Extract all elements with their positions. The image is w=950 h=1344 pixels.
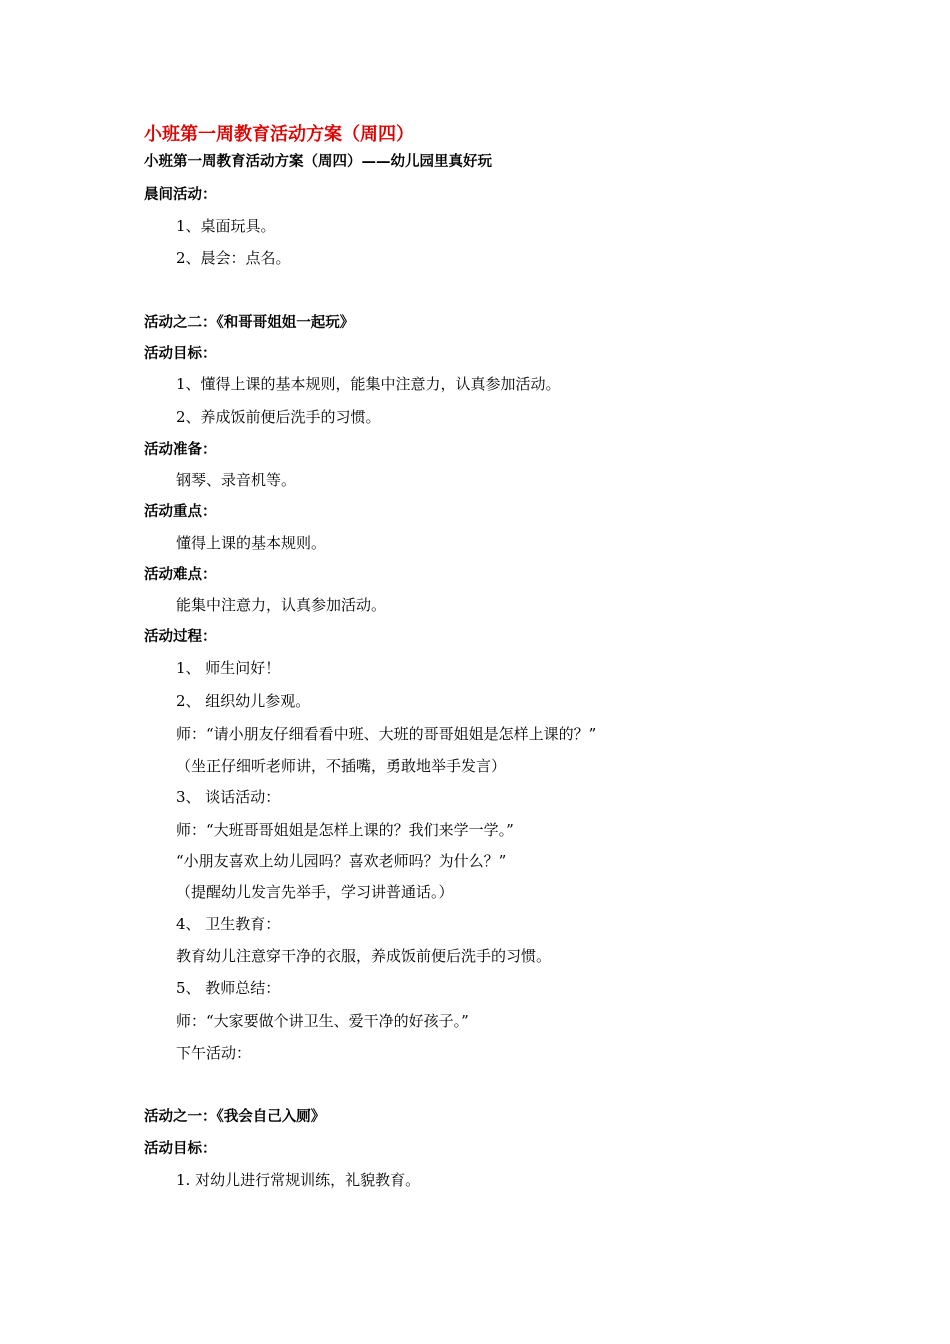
- process-line: 师：“大班哥哥姐姐是怎样上课的？我们来学一学。”: [176, 821, 514, 839]
- activity2-goals-heading: 活动目标：: [144, 346, 217, 362]
- activity2-key-heading: 活动重点：: [144, 504, 217, 520]
- morning-item: 1、桌面玩具。: [176, 217, 276, 235]
- activity2-difficulty-heading: 活动难点：: [144, 567, 217, 583]
- activity2-difficulty: 能集中注意力，认真参加活动。: [176, 596, 387, 614]
- process-line: 教育幼儿注意穿干净的衣服，养成饭前便后洗手的习惯。: [176, 947, 552, 965]
- process-line: 3、 谈话活动：: [176, 788, 281, 806]
- activity1-goal: 1. 对幼儿进行常规训练，礼貌教育。: [176, 1171, 421, 1189]
- activity1-goals-heading: 活动目标：: [144, 1141, 217, 1157]
- morning-item: 2、晨会：点名。: [176, 249, 291, 267]
- process-line: 1、 师生问好！: [176, 659, 281, 677]
- activity2-goal: 2、养成饭前便后洗手的习惯。: [176, 408, 381, 426]
- activity2-heading: 活动之二：《和哥哥姐姐一起玩》: [144, 315, 355, 331]
- process-line: （提醒幼儿发言先举手，学习讲普通话。）: [176, 883, 454, 901]
- document-title: 小班第一周教育活动方案（周四）: [144, 124, 414, 145]
- process-line: 2、 组织幼儿参观。: [176, 692, 311, 710]
- process-line: 下午活动：: [176, 1044, 252, 1062]
- process-line: 5、 教师总结：: [176, 979, 281, 997]
- process-line: （坐正仔细听老师讲，不插嘴，勇敢地举手发言）: [176, 757, 507, 775]
- activity1-heading: 活动之一：《我会自己入厕》: [144, 1109, 326, 1125]
- morning-heading: 晨间活动：: [144, 187, 217, 203]
- document-subtitle: 小班第一周教育活动方案（周四）——幼儿园里真好玩: [144, 154, 492, 170]
- activity2-prep: 钢琴、录音机等。: [176, 471, 297, 489]
- activity2-process-heading: 活动过程：: [144, 629, 217, 645]
- process-line: 师：“请小朋友仔细看看中班、大班的哥哥姐姐是怎样上课的？”: [176, 725, 597, 743]
- process-line: “小朋友喜欢上幼儿园吗？喜欢老师吗？为什么？”: [176, 852, 507, 870]
- process-line: 4、 卫生教育：: [176, 915, 281, 933]
- process-line: 师：“大家要做个讲卫生、爱干净的好孩子。”: [176, 1012, 469, 1030]
- activity2-goal: 1、懂得上课的基本规则，能集中注意力，认真参加活动。: [176, 375, 561, 393]
- activity2-key: 懂得上课的基本规则。: [176, 534, 327, 552]
- activity2-prep-heading: 活动准备：: [144, 442, 217, 458]
